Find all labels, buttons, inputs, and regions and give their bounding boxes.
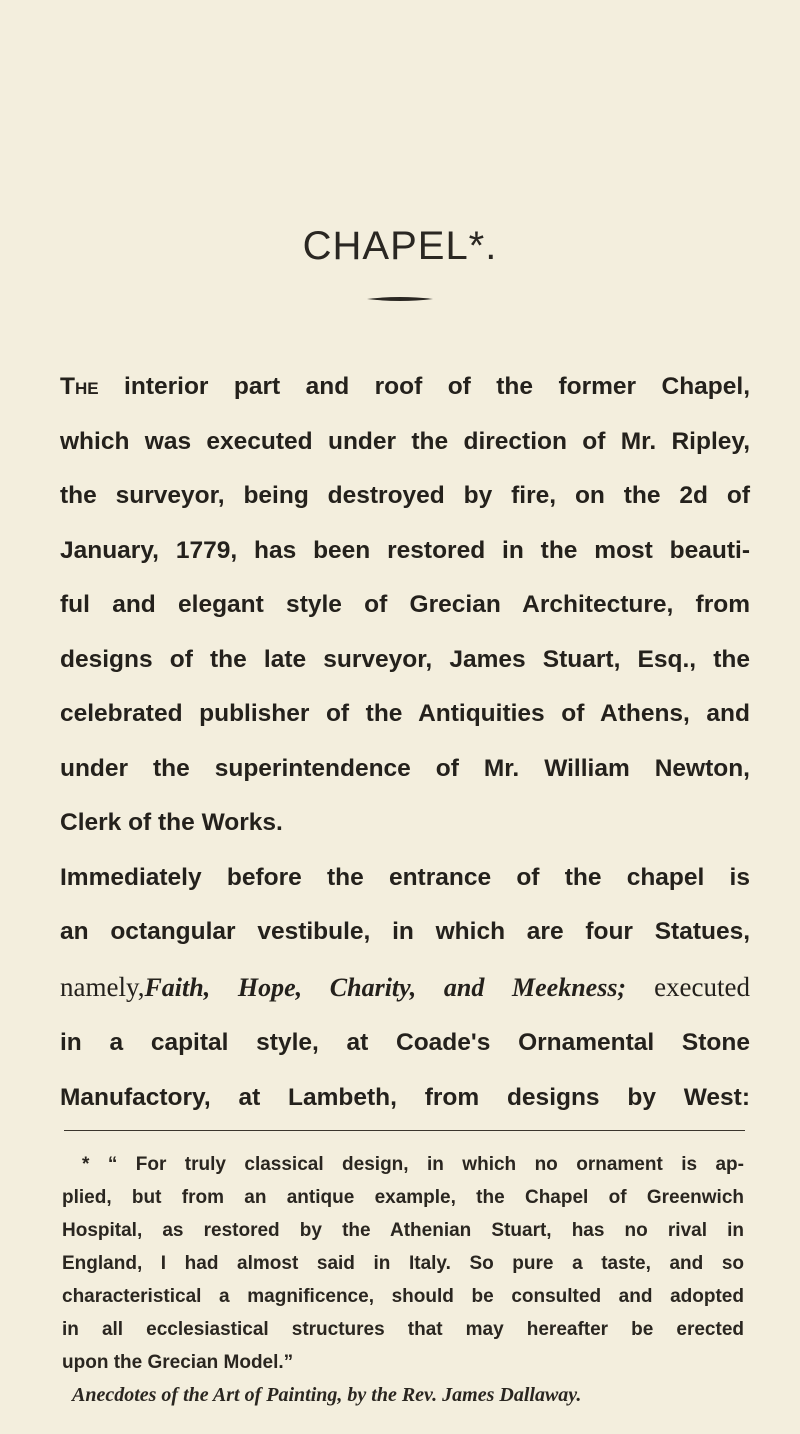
footnote-line: in all ecclesiastical structures that may hereafter be erected	[62, 1319, 744, 1340]
footnote-line: upon the Grecian Model.”	[62, 1352, 294, 1373]
footnote-divider	[64, 1130, 745, 1131]
text-line: The interior part and roof of the former Chapel,	[60, 373, 750, 400]
main-text	[60, 360, 750, 1125]
text-line: celebrated publisher of the Antiquities of Athens, and	[60, 700, 750, 727]
footnote-line: plied, but from an antique example, the Chapel of Greenwich	[62, 1187, 744, 1208]
footnote	[62, 1148, 744, 1412]
footnote-line: * “ For truly classical design, in which no ornament is ap-	[82, 1154, 744, 1175]
text-line: namely,Faith, Hope, Charity, and Meekness; executed	[60, 971, 750, 1002]
drop-word: The	[60, 373, 99, 400]
text-line: Manufactory, at Lambeth, from designs by West:	[60, 1083, 750, 1111]
ornamental-rule	[365, 296, 435, 302]
text-line: under the superintendence of Mr. William Newton,	[60, 754, 750, 782]
text-line: designs of the late surveyor, James Stuart, Esq., the	[60, 645, 750, 673]
italic-statues: Faith, Hope, Charity, and Meekness;	[144, 972, 627, 1002]
text-line: January, 1779, has been restored in the most beauti-	[60, 536, 750, 564]
footnote-citation: Anecdotes of the Art of Painting, by the Rev. James Dallaway.	[72, 1384, 582, 1406]
text-line: the surveyor, being destroyed by fire, on the 2d of	[60, 482, 750, 509]
footnote-line: characteristical a magnificence, should be consulted and adopted	[62, 1286, 744, 1307]
text-line: ful and elegant style of Grecian Architecture, from	[60, 591, 750, 618]
text-line: an octangular vestibule, in which are four Statues,	[60, 918, 750, 945]
text-line: Clerk of the Works.	[60, 809, 283, 836]
text-line: Immediately before the entrance of the chapel is	[60, 863, 750, 891]
page-title: CHAPEL*.	[302, 224, 498, 268]
footnote-line: England, I had almost said in Italy. So pure a taste, and so	[62, 1253, 744, 1274]
text-line: which was executed under the direction of Mr. Ripley,	[60, 427, 750, 455]
footnote-line: Hospital, as restored by the Athenian Stuart, has no rival in	[62, 1220, 744, 1241]
text-line: in a capital style, at Coade's Ornamental Stone	[60, 1029, 750, 1056]
